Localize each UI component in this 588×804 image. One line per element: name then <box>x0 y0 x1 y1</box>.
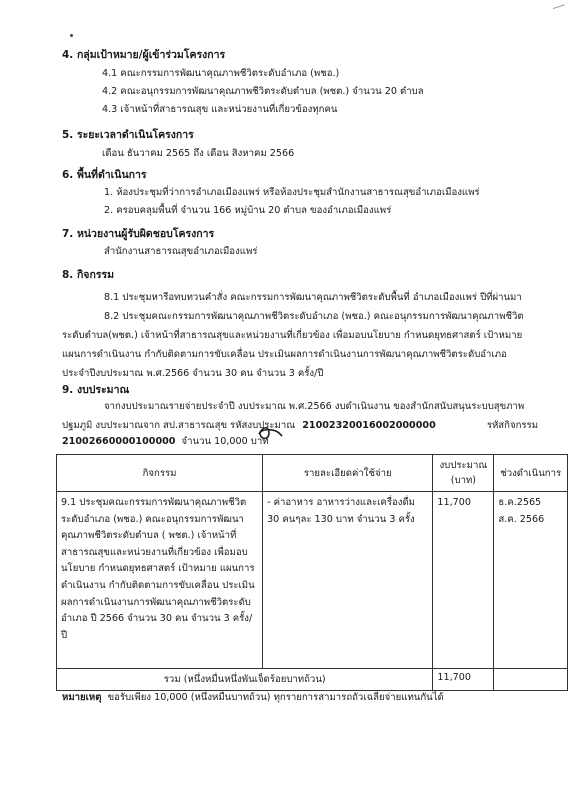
section-4-item-3: 4.3 เจ้าหน้าที่สาธารณสุข และหน่วยงานที่เกี่ยวข้องทุกคน <box>102 104 338 115</box>
table-total-row <box>57 669 568 691</box>
total-value: 11,700 <box>433 669 494 691</box>
amount-text: จำนวน 10,000 บาท <box>181 436 269 447</box>
section-9-line-1: จากงบประมาณรายจ่ายประจำปี งบประมาณ พ.ศ.2566 งบดำเนินงาน ของสำนักสนับสนุนระบบสุขภาพ <box>104 401 525 412</box>
section-6-item-1: 1. ห้องประชุมที่ว่าการอำเภอเมืองแพร่ หรือห้องประชุมสำนักงานสาธารณสุขอำเภอเมืองแพร่ <box>104 187 480 198</box>
section-4-item-1: 4.1 คณะกรรมการพัฒนาคุณภาพชีวิตระดับอำเภอ (พชอ.) <box>102 68 340 79</box>
section-6-item-2: 2. ครอบคลุมพื้นที่ จำนวน 166 หมู่บ้าน 20 ตำบล ของอำเภอเมืองแพร่ <box>104 205 392 216</box>
scan-mark <box>553 4 567 16</box>
header-period: ช่วงดำเนินการ <box>494 455 568 492</box>
activity-code-label: รหัสกิจกรรม <box>486 420 539 431</box>
section-8-item-1: 8.1 ประชุมหารือทบทวนคำสั่ง คณะกรรมการพัฒนาคุณภาพชีวิตระดับพื้นที่ อำเภอเมืองแพร่ ปีที่ผ่านมา <box>104 292 522 303</box>
period-from: ธ.ค.2565 <box>498 497 542 508</box>
note-label: หมายเหตุ <box>62 692 102 703</box>
section-5-heading: 5. ระยะเวลาดำเนินโครงการ <box>62 129 194 141</box>
section-9-line-2-text: ปฐมภูมิ งบประมาณจาก สป.สาธารณสุข รหัสงบประมาณ <box>62 420 296 431</box>
activity-text: 9.1 ประชุมคณะกรรมการพัฒนาคุณภาพชีวิตระดับอำเภอ (พชอ.) คณะอนุกรรมการพัฒนาคุณภาพชีวิตระดับตำบล ( พชต.) เจ้าหน้าที่สาธารณสุขและหน่วยงานที่เกี่ยวข้อง เพื่อมอบนโยบาย กำหนดยุทธศาสตร์ เป้าหมาย แผนการดำเนินงาน กำกับติดตามการขับเคลื่อน ประเมินผลการดำเนินงานการพัฒนาคุณภาพชีวิตระดับอำเภอ ปี 2566 จำนวน 30 คน จำนวน 3 ครั้ง/ปี <box>61 497 255 641</box>
section-4-item-2: 4.2 คณะอนุกรรมการพัฒนาคุณภาพชีวิตระดับตำบล (พชต.) จำนวน 20 ตำบล <box>102 86 424 97</box>
header-detail: รายละเอียดค่าใช้จ่าย <box>263 455 433 492</box>
margin-dot <box>70 34 73 37</box>
header-activity: กิจกรรม <box>57 455 263 492</box>
section-6-heading: 6. พื้นที่ดำเนินการ <box>62 169 147 181</box>
cell-detail <box>263 492 433 669</box>
period-to: ส.ค. 2566 <box>498 513 545 525</box>
section-7-text: สำนักงานสาธารณสุขอำเภอเมืองแพร่ <box>104 246 258 257</box>
table-row <box>57 492 568 669</box>
section-9-line-3 <box>62 434 269 449</box>
cell-activity <box>57 492 263 669</box>
budget-value: 11,700 <box>437 497 471 508</box>
budget-table <box>56 454 568 691</box>
cell-period <box>494 492 568 669</box>
section-8-item-2-line-3: แผนการดำเนินงาน กำกับติดตามการขับเคลื่อน ประเมินผลการดำเนินงานการพัฒนาคุณภาพชีวิตระดับอำเภอ <box>62 349 507 360</box>
table-header-row <box>57 455 568 492</box>
section-5-text: เดือน ธันวาคม 2565 ถึง เดือน สิงหาคม 2566 <box>102 148 295 159</box>
total-empty-cell <box>494 669 568 691</box>
detail-text: - ค่าอาหาร อาหารว่างและเครื่องดื่ม 30 คนๆละ 130 บาท จำนวน 3 ครั้ง <box>267 497 415 525</box>
section-8-item-2-line-1: 8.2 ประชุมคณะกรรมการพัฒนาคุณภาพชีวิตระดับอำเภอ (พชอ.) คณะอนุกรรมการพัฒนาคุณภาพชีวิต <box>104 311 524 322</box>
budget-code: 21002320016002000000 <box>302 420 436 431</box>
note-text: ขอรับเพียง 10,000 (หนึ่งหมื่นบาทถ้วน) ทุกรายการสามารถถัวเฉลี่ยจ่ายแทนกันได้ <box>107 692 444 703</box>
header-budget: งบประมาณ (บาท) <box>433 455 494 492</box>
total-label: รวม (หนึ่งหมื่นหนึ่งพันเจ็ดร้อยบาทถ้วน) <box>57 669 433 691</box>
note-line <box>62 690 444 705</box>
activity-code: 21002660000100000 <box>62 436 176 447</box>
handwritten-initial-mark <box>255 424 285 442</box>
section-7-heading: 7. หน่วยงานผู้รับผิดชอบโครงการ <box>62 228 215 240</box>
cell-budget <box>433 492 494 669</box>
section-9-heading: 9. งบประมาณ <box>62 384 130 396</box>
section-4-heading: 4. กลุ่มเป้าหมาย/ผู้เข้าร่วมโครงการ <box>62 49 226 61</box>
section-8-item-2-line-4: ประจำปีงบประมาณ พ.ศ.2566 จำนวน 30 คน จำนวน 3 ครั้ง/ปี <box>62 368 324 379</box>
section-8-item-2-line-2: ระดับตำบล(พชต.) เจ้าหน้าที่สาธารณสุขและหน่วยงานที่เกี่ยวข้อง เพื่อมอบนโยบาย กำหนดยุทธศาสตร์ เป้าหมาย <box>62 330 523 341</box>
section-8-heading: 8. กิจกรรม <box>62 269 115 281</box>
section-9-line-2 <box>62 418 538 433</box>
